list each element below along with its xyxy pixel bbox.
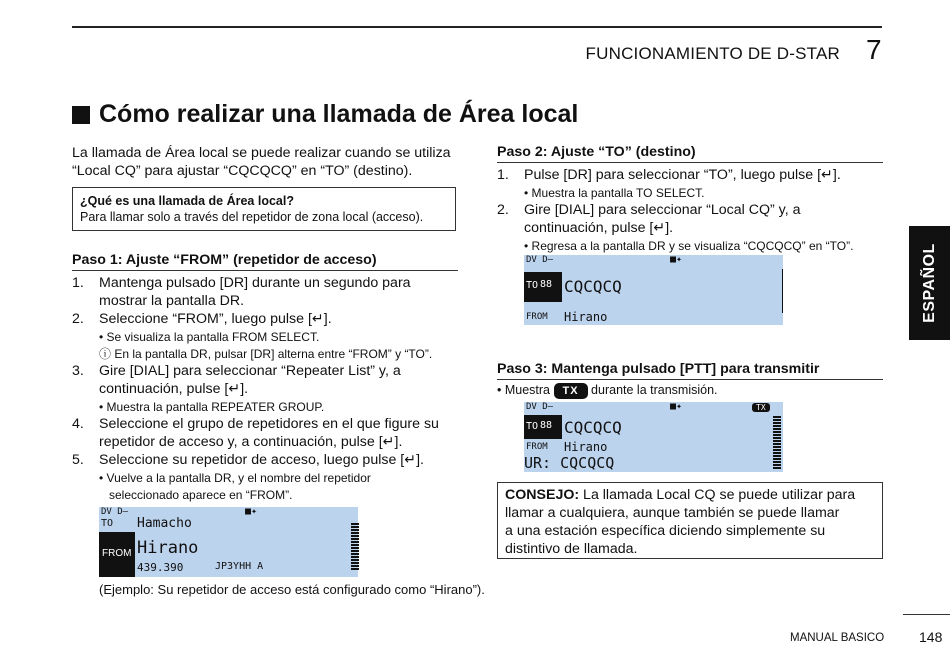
intro-line: La llamada de Área local se puede realizar cuando se utiliza bbox=[72, 145, 451, 161]
list-item: 1. Pulse [DR] para seleccionar “TO”, luego pulse [↵]. bbox=[497, 167, 841, 183]
lcd-from-block bbox=[99, 532, 135, 577]
lcd-from-value: Hirano bbox=[564, 310, 608, 324]
lcd-caption: (Ejemplo: Su repetidor de acceso está configurado como “Hirano”). bbox=[99, 582, 485, 597]
chapter-number: 7 bbox=[866, 34, 882, 65]
lcd-status-icon: ■✦ bbox=[670, 401, 683, 412]
lcd-to-value: CQCQCQ bbox=[564, 418, 622, 437]
step1-list bbox=[72, 274, 472, 503]
list-subitem: • Se visualiza la pantalla FROM SELECT. bbox=[99, 330, 320, 344]
list-item: 2. Gire [DIAL] para seleccionar “Local CQ” y, a continuación, pulse [↵]. bbox=[497, 202, 801, 236]
tip-line: a una estación específica diciendo simplemente su bbox=[505, 523, 826, 539]
lcd-screen-tx bbox=[524, 402, 783, 472]
list-subitem: ⓘ En la pantalla DR, pulsar [DR] alterna entre “FROM” y “TO”. bbox=[99, 347, 433, 361]
lcd-signal-meter bbox=[773, 416, 781, 470]
lcd-to-name: Hamacho bbox=[137, 516, 192, 531]
step3-line bbox=[497, 382, 718, 399]
lcd-to-value: CQCQCQ bbox=[564, 277, 622, 296]
list-subitem: • Vuelve a la pantalla DR, y el nombre del repetidor bbox=[99, 471, 371, 485]
tip-box bbox=[497, 482, 883, 559]
list-subitem: • Muestra la pantalla TO SELECT. bbox=[524, 186, 705, 200]
tip-line bbox=[505, 486, 875, 504]
lcd-to-label: TO bbox=[101, 518, 114, 529]
section-title bbox=[72, 100, 578, 129]
lcd-callsign: JP3YHH A bbox=[215, 561, 264, 572]
lcd-to-label: TO bbox=[526, 421, 539, 432]
step3-title: Paso 3: Mantenga pulsado [PTT] para transmitir bbox=[497, 361, 883, 380]
list-subitem: • Muestra la pantalla REPEATER GROUP. bbox=[99, 400, 325, 414]
list-subitem: • Regresa a la pantalla DR y se visualiza “CQCQCQ” en “TO”. bbox=[524, 239, 854, 253]
intro-line: “Local CQ” para ajustar “CQCQCQ” en “TO” (destino). bbox=[72, 163, 413, 179]
lcd-from-name: Hirano bbox=[137, 538, 199, 558]
footer-manual: MANUAL BASICO bbox=[790, 632, 885, 644]
step2-title: Paso 2: Ajuste “TO” (destino) bbox=[497, 144, 883, 163]
lcd-status-icon: ■✦ bbox=[670, 254, 683, 265]
question-title: ¿Qué es una llamada de Área local? bbox=[80, 194, 294, 208]
intro-paragraph bbox=[72, 144, 472, 180]
lcd-from-label: FROM bbox=[102, 548, 132, 559]
lcd-screen-to bbox=[524, 255, 783, 325]
lcd-to-block bbox=[524, 415, 562, 439]
tip-label: CONSEJO: bbox=[505, 487, 580, 503]
lcd-screen-from bbox=[99, 507, 358, 577]
lcd-ur-value: UR: CQCQCQ bbox=[524, 454, 615, 472]
tip-text: La llamada Local CQ se puede utilizar para bbox=[579, 487, 856, 503]
lcd-frequency: 439.390 bbox=[137, 561, 184, 574]
lcd-meter-line bbox=[782, 269, 783, 313]
list-item: 3. Gire [DIAL] para seleccionar “Repeater List” y, a continuación, pulse [↵]. bbox=[72, 363, 401, 397]
list-item: 1. Mantenga pulsado [DR] durante un segundo para mostrar la pantalla DR. bbox=[72, 275, 411, 309]
page-number: 148 bbox=[919, 629, 943, 645]
step3-suffix: durante la transmisión. bbox=[591, 383, 718, 397]
square-bullet-icon bbox=[72, 106, 90, 124]
step3-prefix: • Muestra bbox=[497, 383, 551, 397]
language-tab bbox=[909, 226, 950, 340]
list-item: 4. Seleccione el grupo de repetidores en el que figure su repetidor de acceso y, a continuación, pulse [↵]. bbox=[72, 416, 439, 450]
language-tab-label: ESPAÑOL bbox=[920, 243, 938, 323]
list-item: 5. Seleccione su repetidor de acceso, luego pulse [↵]. bbox=[72, 452, 424, 468]
lcd-status-icon: ■✦ bbox=[245, 506, 258, 517]
chapter-title: FUNCIONAMIENTO DE D-STAR bbox=[585, 44, 840, 63]
question-text: Para llamar solo a través del repetidor de zona local (acceso). bbox=[80, 210, 424, 224]
list-item: 2. Seleccione “FROM”, luego pulse [↵]. bbox=[72, 311, 332, 327]
lcd-to-label: TO bbox=[526, 280, 539, 291]
lcd-signal-meter bbox=[351, 523, 359, 571]
tx-badge: TX bbox=[554, 383, 588, 399]
footer-rule bbox=[903, 614, 950, 615]
header-rule bbox=[72, 26, 882, 28]
group-icon: 88 bbox=[540, 420, 553, 431]
tip-line: llamar a cualquiera, aunque también se puede llamar bbox=[505, 505, 840, 521]
lcd-tx-indicator: TX bbox=[752, 403, 770, 412]
lcd-mode: DV D– bbox=[526, 255, 554, 265]
group-icon: 88 bbox=[540, 279, 553, 290]
list-subitem: seleccionado aparece en “FROM”. bbox=[99, 488, 293, 502]
question-box bbox=[72, 187, 456, 231]
lcd-from-label: FROM bbox=[526, 442, 548, 452]
lcd-from-label: FROM bbox=[526, 312, 548, 322]
step1-title: Paso 1: Ajuste “FROM” (repetidor de acceso) bbox=[72, 252, 458, 271]
tip-line: distintivo de llamada. bbox=[505, 541, 638, 557]
lcd-mode: DV D– bbox=[526, 402, 554, 412]
lcd-to-block bbox=[524, 272, 562, 302]
step2-list bbox=[497, 166, 887, 254]
lcd-mode: DV D– bbox=[101, 507, 129, 517]
lcd-from-value: Hirano bbox=[564, 440, 608, 454]
section-title-text: Cómo realizar una llamada de Área local bbox=[99, 100, 579, 128]
